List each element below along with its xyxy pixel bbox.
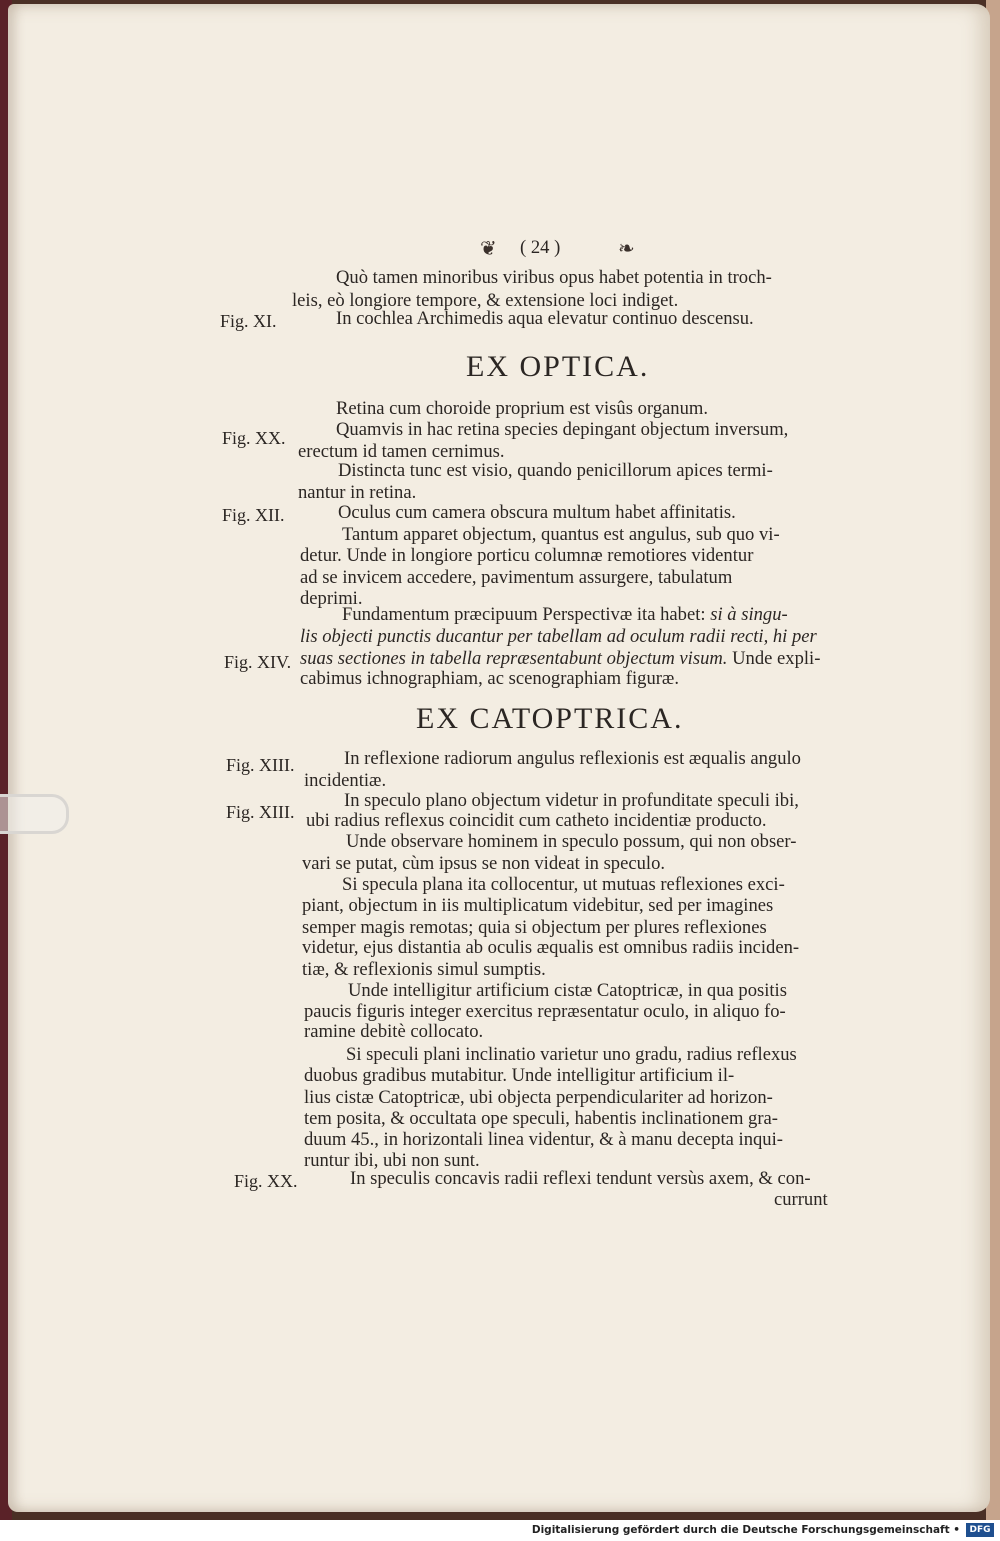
- text-line: ramine debitè collocato.: [304, 1021, 484, 1042]
- text-line: lius cistæ Catoptricæ, ubi objecta perpendiculariter ad horizon-: [304, 1087, 773, 1108]
- text-roman: Fundamentum præcipuum Perspectivæ ita habet:: [342, 604, 706, 625]
- margin-figure-ref: Fig. XX.: [222, 428, 286, 448]
- scanner-page-clip: [0, 794, 69, 834]
- ornament-left-icon: ❦: [480, 236, 497, 260]
- text-line: Oculus cum camera obscura multum habet affinitatis.: [338, 502, 736, 523]
- text-line: detur. Unde in longiore porticu columnæ remotiores videntur: [300, 545, 754, 566]
- margin-figure-ref: Fig. XX.: [234, 1171, 298, 1191]
- text-line: Si specula plana ita collocentur, ut mutuas reflexiones exci-: [342, 874, 785, 895]
- text-line: In speculo plano objectum videtur in profunditate speculi ibi,: [344, 790, 799, 811]
- dfg-logo: DFG: [966, 1523, 994, 1537]
- footer-bar: [0, 1520, 1000, 1541]
- text-line: deprimi.: [300, 588, 363, 609]
- text-line: lis objecti punctis ducantur per tabellam ad oculum radii recti, hi per: [300, 626, 817, 647]
- text-line: runtur ibi, ubi non sunt.: [304, 1150, 480, 1171]
- text-line: semper magis remotas; quia si objectum per plures reflexiones: [302, 917, 767, 938]
- text-line: In reflexione radiorum angulus reflexionis est æqualis angulo: [344, 748, 801, 769]
- text-line: tiæ, & reflexionis simul sumptis.: [302, 959, 546, 980]
- text-line: erectum id tamen cernimus.: [298, 441, 505, 462]
- margin-figure-ref: Fig. XIV.: [224, 652, 292, 672]
- margin-figure-ref: Fig. XII.: [222, 505, 285, 525]
- text-line: Unde observare hominem in speculo possum, qui non obser-: [346, 831, 797, 852]
- text-line: nantur in retina.: [298, 482, 417, 503]
- catchword: currunt: [774, 1189, 828, 1210]
- text-italic: suas sectiones in tabella repræsentabunt objectum visum.: [300, 648, 728, 669]
- ornament-right-icon: ❧: [618, 236, 635, 260]
- text-line: Tantum apparet objectum, quantus est angulus, sub quo vi-: [342, 524, 780, 545]
- text-line: duobus gradibus mutabitur. Unde intelligitur artificium il-: [304, 1065, 735, 1086]
- text-line: In speculis concavis radii reflexi tendunt versùs axem, & con-: [350, 1168, 811, 1189]
- book-page: [8, 4, 990, 1512]
- margin-figure-ref: Fig. XIII.: [226, 755, 295, 775]
- text-line: [342, 604, 788, 626]
- text-line: Distincta tunc est visio, quando penicillorum apices termi-: [338, 460, 773, 481]
- section-heading-optica: EX OPTICA.: [466, 350, 650, 383]
- text-line: In cochlea Archimedis aqua elevatur continuo descensu.: [336, 308, 754, 329]
- text-line: leis, eò longiore tempore, & extensione loci indiget.: [292, 290, 679, 311]
- text-line: videtur, ejus distantia ab oculis æqualis est omnibus radiis inciden-: [302, 937, 800, 958]
- page-number: ( 24 ): [520, 237, 561, 258]
- margin-figure-ref: Fig. XIII.: [226, 802, 295, 822]
- section-heading-catoptrica: EX CATOPTRICA.: [416, 702, 684, 735]
- text-line: tem posita, & occultata ope speculi, habentis inclinationem gra-: [304, 1108, 778, 1129]
- funding-notice: Digitalisierung gefördert durch die Deutsche Forschungsgemeinschaft •: [531, 1524, 960, 1536]
- text-line: vari se putat, cùm ipsus se non videat in speculo.: [302, 853, 666, 874]
- text-line: ubi radius reflexus coincidit cum catheto incidentiæ producto.: [306, 810, 767, 831]
- text-line: Unde intelligitur artificium cistæ Catoptricæ, in qua positis: [348, 980, 787, 1001]
- text-roman: Unde expli-: [727, 648, 821, 669]
- text-italic: si à singu-: [705, 604, 788, 625]
- margin-figure-ref: Fig. XI.: [220, 311, 277, 331]
- text-line: paucis figuris integer exercitus repræsentatur oculo, in aliquo fo-: [304, 1001, 786, 1022]
- text-line: ad se invicem accedere, pavimentum assurgere, tabulatum: [300, 567, 733, 588]
- text-line: Si speculi plani inclinatio varietur uno gradu, radius reflexus: [346, 1044, 797, 1065]
- text-line: cabimus ichnographiam, ac scenographiam figuræ.: [300, 668, 679, 689]
- text-line: Quamvis in hac retina species depingant objectum inversum,: [336, 419, 789, 440]
- text-line: incidentiæ.: [304, 770, 387, 791]
- text-line: piant, objectum in iis multiplicatum videbitur, sed per imagines: [302, 895, 774, 916]
- text-line: [300, 648, 820, 670]
- text-line: duum 45., in horizontali linea videntur, & à manu decepta inqui-: [304, 1129, 783, 1150]
- text-line: Retina cum choroide proprium est visûs organum.: [336, 398, 708, 419]
- text-line: Quò tamen minoribus viribus opus habet potentia in troch-: [336, 267, 772, 288]
